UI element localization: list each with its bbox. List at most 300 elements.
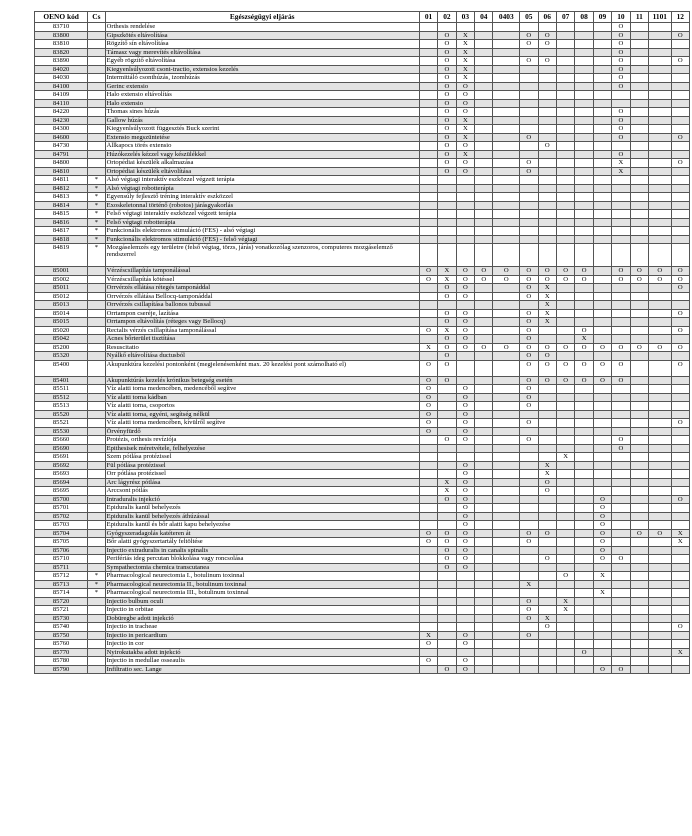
oeno-code-cell: 85013 — [35, 301, 88, 310]
specialty-mark-cell — [493, 512, 520, 521]
procedure-name-cell: Ortopédiai készülék eltávolítása — [105, 167, 419, 176]
specialty-mark-cell — [630, 478, 648, 487]
specialty-mark-cell — [419, 65, 437, 74]
specialty-mark-cell — [612, 385, 630, 394]
specialty-mark-cell — [520, 99, 538, 108]
specialty-mark-cell: O — [438, 40, 456, 49]
specialty-mark-cell — [630, 244, 648, 267]
specialty-mark-cell — [630, 623, 648, 632]
specialty-mark-cell — [593, 478, 611, 487]
specialty-mark-cell — [671, 176, 689, 185]
specialty-mark-cell: O — [538, 352, 556, 361]
specialty-mark-cell — [612, 495, 630, 504]
cs-cell — [88, 512, 105, 521]
specialty-mark-cell — [419, 512, 437, 521]
specialty-mark-cell — [493, 495, 520, 504]
specialty-mark-cell — [520, 665, 538, 674]
specialty-mark-cell — [649, 623, 672, 632]
specialty-mark-cell — [649, 606, 672, 615]
specialty-mark-cell: O — [438, 65, 456, 74]
specialty-mark-cell — [649, 436, 672, 445]
specialty-mark-cell — [520, 589, 538, 598]
procedure-name-cell: Orrvérzés csillapítása ballonos tubussal — [105, 301, 419, 310]
specialty-mark-cell: O — [671, 326, 689, 335]
specialty-mark-cell: O — [419, 275, 437, 284]
specialty-mark-cell — [438, 385, 456, 394]
procedure-name-cell: Injectio in medullae osseaulis — [105, 657, 419, 666]
specialty-mark-cell: O — [456, 385, 474, 394]
specialty-mark-cell — [671, 91, 689, 100]
specialty-mark-cell: O — [575, 326, 593, 335]
oeno-code-cell: 85700 — [35, 495, 88, 504]
table-row — [35, 74, 690, 83]
specialty-mark-cell — [649, 244, 672, 267]
specialty-mark-cell — [575, 461, 593, 470]
column-header: 09 — [593, 12, 611, 23]
table-row — [35, 436, 690, 445]
specialty-mark-cell — [612, 521, 630, 530]
specialty-mark-cell — [438, 227, 456, 236]
specialty-mark-cell: O — [456, 91, 474, 100]
specialty-mark-cell — [520, 210, 538, 219]
specialty-mark-cell — [575, 309, 593, 318]
specialty-mark-cell — [630, 444, 648, 453]
table-row — [35, 267, 690, 276]
specialty-mark-cell — [575, 48, 593, 57]
specialty-mark-cell — [475, 82, 493, 91]
specialty-mark-cell — [630, 648, 648, 657]
specialty-mark-cell: O — [538, 529, 556, 538]
specialty-mark-cell — [456, 453, 474, 462]
specialty-mark-cell — [556, 648, 574, 657]
cs-cell — [88, 275, 105, 284]
specialty-mark-cell — [630, 133, 648, 142]
specialty-mark-cell — [612, 352, 630, 361]
specialty-mark-cell: O — [593, 504, 611, 513]
table-row — [35, 91, 690, 100]
oeno-code-cell: 85695 — [35, 487, 88, 496]
specialty-mark-cell — [593, 116, 611, 125]
specialty-mark-cell: O — [419, 657, 437, 666]
cs-cell: * — [88, 210, 105, 219]
specialty-mark-cell — [419, 453, 437, 462]
procedure-name-cell: Állkapocs törés extensio — [105, 142, 419, 151]
specialty-mark-cell — [520, 125, 538, 134]
specialty-mark-cell — [575, 244, 593, 267]
specialty-mark-cell — [556, 142, 574, 151]
procedure-name-cell: Perifériás ideg percutan blokkolása vagy roncsolása — [105, 555, 419, 564]
oeno-code-cell: 85760 — [35, 640, 88, 649]
specialty-mark-cell — [419, 82, 437, 91]
specialty-mark-cell — [438, 410, 456, 419]
table-row — [35, 572, 690, 581]
column-header: 07 — [556, 12, 574, 23]
specialty-mark-cell — [419, 292, 437, 301]
specialty-mark-cell — [475, 555, 493, 564]
specialty-mark-cell — [630, 142, 648, 151]
specialty-mark-cell — [438, 597, 456, 606]
specialty-mark-cell — [419, 125, 437, 134]
specialty-mark-cell — [493, 40, 520, 49]
specialty-mark-cell: O — [456, 470, 474, 479]
specialty-mark-cell: O — [456, 309, 474, 318]
table-row — [35, 410, 690, 419]
table-row — [35, 301, 690, 310]
specialty-mark-cell: X — [438, 275, 456, 284]
specialty-mark-cell: X — [671, 648, 689, 657]
specialty-mark-cell — [556, 657, 574, 666]
specialty-mark-cell: O — [593, 665, 611, 674]
specialty-mark-cell — [612, 176, 630, 185]
specialty-mark-cell — [575, 623, 593, 632]
cs-cell — [88, 108, 105, 117]
specialty-mark-cell — [575, 133, 593, 142]
specialty-mark-cell — [556, 504, 574, 513]
specialty-mark-cell — [493, 133, 520, 142]
specialty-mark-cell — [475, 133, 493, 142]
specialty-mark-cell: O — [575, 267, 593, 276]
specialty-mark-cell — [456, 376, 474, 385]
specialty-mark-cell — [419, 31, 437, 40]
table-row — [35, 521, 690, 530]
specialty-mark-cell — [493, 631, 520, 640]
specialty-mark-cell: O — [438, 150, 456, 159]
oeno-code-cell: 85702 — [35, 512, 88, 521]
table-row — [35, 657, 690, 666]
specialty-mark-cell: O — [493, 267, 520, 276]
procedure-name-cell: Örvényfürdő — [105, 427, 419, 436]
specialty-mark-cell — [630, 487, 648, 496]
specialty-mark-cell: O — [575, 648, 593, 657]
oeno-code-cell: 85521 — [35, 419, 88, 428]
cs-cell — [88, 352, 105, 361]
procedure-name-cell: Gipszkötés eltávolítása — [105, 31, 419, 40]
specialty-mark-cell: O — [456, 563, 474, 572]
specialty-mark-cell: O — [520, 133, 538, 142]
specialty-mark-cell — [649, 309, 672, 318]
procedure-name-cell: Orrvérzés ellátása rétegés tamponáddal — [105, 284, 419, 293]
specialty-mark-cell — [538, 538, 556, 547]
specialty-mark-cell — [593, 133, 611, 142]
specialty-mark-cell: O — [593, 521, 611, 530]
table-row — [35, 461, 690, 470]
specialty-mark-cell — [612, 244, 630, 267]
specialty-mark-cell — [475, 57, 493, 66]
specialty-mark-cell: X — [556, 606, 574, 615]
table-row — [35, 65, 690, 74]
specialty-mark-cell — [456, 235, 474, 244]
specialty-mark-cell — [538, 133, 556, 142]
specialty-mark-cell — [493, 65, 520, 74]
table-row — [35, 504, 690, 513]
specialty-mark-cell — [419, 301, 437, 310]
specialty-mark-cell — [475, 292, 493, 301]
specialty-mark-cell — [556, 176, 574, 185]
specialty-mark-cell — [649, 48, 672, 57]
specialty-mark-cell — [538, 184, 556, 193]
specialty-mark-cell — [649, 142, 672, 151]
specialty-mark-cell — [493, 546, 520, 555]
cs-cell — [88, 23, 105, 32]
specialty-mark-cell — [475, 521, 493, 530]
column-header: 02 — [438, 12, 456, 23]
specialty-mark-cell — [649, 419, 672, 428]
specialty-mark-cell — [593, 580, 611, 589]
specialty-mark-cell: X — [419, 343, 437, 352]
specialty-mark-cell — [438, 648, 456, 657]
specialty-mark-cell — [649, 65, 672, 74]
oeno-code-cell: 84800 — [35, 159, 88, 168]
specialty-mark-cell — [456, 580, 474, 589]
oeno-code-cell: 85693 — [35, 470, 88, 479]
procedure-name-cell: Rögzítő sín eltávolítása — [105, 40, 419, 49]
specialty-mark-cell — [419, 150, 437, 159]
cs-cell — [88, 402, 105, 411]
specialty-mark-cell: O — [456, 512, 474, 521]
specialty-mark-cell — [419, 108, 437, 117]
specialty-mark-cell — [438, 640, 456, 649]
specialty-mark-cell — [649, 657, 672, 666]
specialty-mark-cell — [671, 614, 689, 623]
specialty-mark-cell — [575, 521, 593, 530]
specialty-mark-cell — [575, 23, 593, 32]
specialty-mark-cell — [671, 301, 689, 310]
specialty-mark-cell — [493, 301, 520, 310]
specialty-mark-cell — [593, 470, 611, 479]
specialty-mark-cell — [575, 176, 593, 185]
specialty-mark-cell — [575, 218, 593, 227]
specialty-mark-cell: O — [593, 529, 611, 538]
specialty-mark-cell — [493, 142, 520, 151]
specialty-mark-cell — [520, 512, 538, 521]
specialty-mark-cell — [538, 116, 556, 125]
specialty-mark-cell — [520, 244, 538, 267]
specialty-mark-cell — [593, 352, 611, 361]
specialty-mark-cell — [556, 470, 574, 479]
specialty-mark-cell — [493, 504, 520, 513]
specialty-mark-cell — [593, 40, 611, 49]
specialty-mark-cell — [419, 74, 437, 83]
procedure-name-cell: Orr pótlása protézissel — [105, 470, 419, 479]
specialty-mark-cell — [575, 318, 593, 327]
specialty-mark-cell — [630, 31, 648, 40]
specialty-mark-cell — [493, 589, 520, 598]
specialty-mark-cell: O — [630, 529, 648, 538]
specialty-mark-cell: O — [456, 555, 474, 564]
specialty-mark-cell — [593, 82, 611, 91]
specialty-mark-cell — [575, 640, 593, 649]
specialty-mark-cell — [456, 193, 474, 202]
specialty-mark-cell: O — [520, 326, 538, 335]
specialty-mark-cell — [649, 538, 672, 547]
specialty-mark-cell: O — [520, 318, 538, 327]
specialty-mark-cell — [671, 478, 689, 487]
specialty-mark-cell — [456, 606, 474, 615]
specialty-mark-cell — [475, 227, 493, 236]
header-row — [35, 12, 690, 23]
cs-cell — [88, 326, 105, 335]
specialty-mark-cell — [593, 461, 611, 470]
specialty-mark-cell — [612, 184, 630, 193]
specialty-mark-cell — [671, 82, 689, 91]
specialty-mark-cell — [538, 125, 556, 134]
oeno-code-cell: 85014 — [35, 309, 88, 318]
specialty-mark-cell — [493, 427, 520, 436]
procedure-name-cell: Orthesis rendelése — [105, 23, 419, 32]
specialty-mark-cell — [520, 427, 538, 436]
table-row — [35, 201, 690, 210]
specialty-mark-cell — [493, 116, 520, 125]
specialty-mark-cell — [456, 572, 474, 581]
specialty-mark-cell — [630, 326, 648, 335]
specialty-mark-cell: X — [456, 116, 474, 125]
table-row — [35, 193, 690, 202]
specialty-mark-cell — [593, 218, 611, 227]
specialty-mark-cell — [475, 91, 493, 100]
specialty-mark-cell — [630, 538, 648, 547]
specialty-mark-cell — [475, 235, 493, 244]
specialty-mark-cell: X — [456, 125, 474, 134]
specialty-mark-cell — [593, 201, 611, 210]
column-header: OENO kód — [35, 12, 88, 23]
specialty-mark-cell: O — [671, 419, 689, 428]
specialty-mark-cell — [575, 292, 593, 301]
cs-cell: * — [88, 218, 105, 227]
specialty-mark-cell — [493, 57, 520, 66]
specialty-mark-cell — [493, 436, 520, 445]
specialty-mark-cell — [630, 284, 648, 293]
specialty-mark-cell: O — [520, 360, 538, 376]
specialty-mark-cell — [575, 589, 593, 598]
specialty-mark-cell — [556, 555, 574, 564]
specialty-mark-cell — [520, 23, 538, 32]
specialty-mark-cell — [649, 444, 672, 453]
specialty-mark-cell — [556, 410, 574, 419]
specialty-mark-cell: O — [612, 665, 630, 674]
cs-cell — [88, 385, 105, 394]
specialty-mark-cell: O — [419, 410, 437, 419]
specialty-mark-cell — [493, 125, 520, 134]
specialty-mark-cell — [475, 210, 493, 219]
table-row — [35, 665, 690, 674]
specialty-mark-cell — [419, 57, 437, 66]
procedure-name-cell: Ortopédiai készülék alkalmazása — [105, 159, 419, 168]
specialty-mark-cell — [419, 648, 437, 657]
specialty-mark-cell — [419, 487, 437, 496]
specialty-mark-cell — [630, 99, 648, 108]
specialty-mark-cell — [649, 352, 672, 361]
specialty-mark-cell — [556, 580, 574, 589]
specialty-mark-cell — [593, 57, 611, 66]
specialty-mark-cell — [575, 301, 593, 310]
specialty-mark-cell: O — [671, 159, 689, 168]
specialty-mark-cell — [556, 235, 574, 244]
column-header: 06 — [538, 12, 556, 23]
specialty-mark-cell: O — [456, 631, 474, 640]
oeno-code-cell: 85511 — [35, 385, 88, 394]
specialty-mark-cell — [520, 193, 538, 202]
specialty-mark-cell — [556, 48, 574, 57]
specialty-mark-cell — [475, 31, 493, 40]
specialty-mark-cell — [671, 142, 689, 151]
specialty-mark-cell — [538, 210, 556, 219]
specialty-mark-cell — [556, 108, 574, 117]
specialty-mark-cell: O — [438, 309, 456, 318]
specialty-mark-cell — [419, 40, 437, 49]
specialty-mark-cell — [556, 244, 574, 267]
procedure-name-cell: Rectalis vérzés csillapítása tamponálással — [105, 326, 419, 335]
oeno-code-cell: 83800 — [35, 31, 88, 40]
cs-cell — [88, 142, 105, 151]
specialty-mark-cell — [612, 504, 630, 513]
specialty-mark-cell: O — [612, 74, 630, 83]
specialty-mark-cell — [438, 589, 456, 598]
cs-cell: * — [88, 235, 105, 244]
oeno-code-cell: 85694 — [35, 478, 88, 487]
specialty-mark-cell: O — [456, 665, 474, 674]
specialty-mark-cell — [475, 352, 493, 361]
specialty-mark-cell: O — [556, 572, 574, 581]
specialty-mark-cell: O — [438, 82, 456, 91]
specialty-mark-cell — [575, 631, 593, 640]
specialty-mark-cell — [538, 48, 556, 57]
oeno-code-cell: 85520 — [35, 410, 88, 419]
specialty-mark-cell — [520, 201, 538, 210]
column-header: 1101 — [649, 12, 672, 23]
specialty-mark-cell — [649, 159, 672, 168]
table-row — [35, 529, 690, 538]
specialty-mark-cell: O — [538, 487, 556, 496]
specialty-mark-cell — [649, 589, 672, 598]
specialty-mark-cell — [593, 244, 611, 267]
specialty-mark-cell — [475, 402, 493, 411]
specialty-mark-cell — [575, 116, 593, 125]
specialty-mark-cell — [630, 580, 648, 589]
specialty-mark-cell — [649, 292, 672, 301]
specialty-mark-cell — [419, 521, 437, 530]
cs-cell — [88, 504, 105, 513]
specialty-mark-cell — [538, 546, 556, 555]
specialty-mark-cell: O — [538, 555, 556, 564]
specialty-mark-cell — [520, 301, 538, 310]
specialty-mark-cell — [438, 393, 456, 402]
table-row — [35, 419, 690, 428]
specialty-mark-cell — [612, 563, 630, 572]
specialty-mark-cell: O — [493, 343, 520, 352]
cs-cell: * — [88, 244, 105, 267]
specialty-mark-cell — [671, 631, 689, 640]
cs-cell: * — [88, 589, 105, 598]
specialty-mark-cell — [556, 31, 574, 40]
specialty-mark-cell — [475, 597, 493, 606]
specialty-mark-cell: O — [671, 133, 689, 142]
specialty-mark-cell — [493, 563, 520, 572]
table-row — [35, 284, 690, 293]
specialty-mark-cell — [593, 657, 611, 666]
table-row — [35, 453, 690, 462]
specialty-mark-cell: O — [456, 326, 474, 335]
oeno-code-cell: 85770 — [35, 648, 88, 657]
specialty-mark-cell: X — [556, 597, 574, 606]
specialty-mark-cell: O — [593, 555, 611, 564]
specialty-mark-cell — [671, 555, 689, 564]
specialty-mark-cell — [630, 176, 648, 185]
specialty-mark-cell — [671, 376, 689, 385]
specialty-mark-cell — [538, 326, 556, 335]
procedure-name-cell: Gyógyszeradagolás katéteren át — [105, 529, 419, 538]
specialty-mark-cell — [419, 227, 437, 236]
specialty-mark-cell: O — [456, 521, 474, 530]
